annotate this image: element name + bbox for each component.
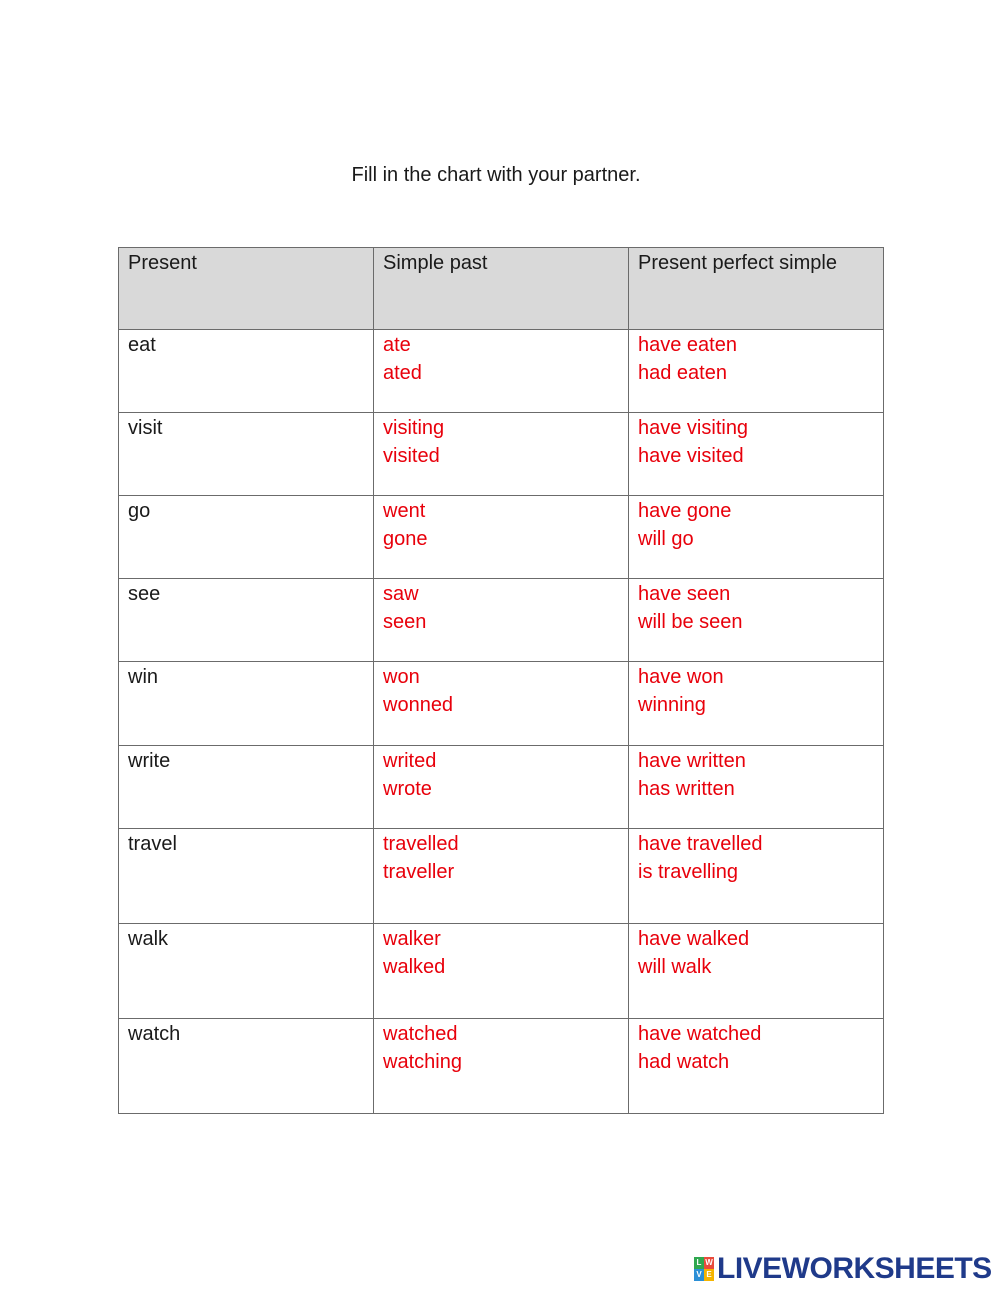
simple-past-cell (374, 330, 629, 413)
simple-past-cell (374, 662, 629, 746)
present-perfect-cell (629, 924, 884, 1019)
present-perfect-option[interactable]: will go (638, 528, 694, 550)
simple-past-cell (374, 496, 629, 579)
present-verb: go (128, 500, 151, 522)
present-perfect-option[interactable]: is travelling (638, 861, 739, 883)
present-cell (119, 924, 374, 1019)
present-cell (119, 413, 374, 496)
header-present-perfect: Present perfect simple (629, 248, 884, 330)
present-verb: walk (128, 928, 169, 950)
present-perfect-option[interactable]: will walk (638, 956, 712, 978)
present-perfect-option[interactable]: have written (638, 750, 746, 772)
present-cell (119, 829, 374, 924)
present-perfect-option[interactable]: have visited (638, 445, 744, 467)
present-cell (119, 1019, 374, 1114)
present-perfect-cell (629, 496, 884, 579)
simple-past-cell (374, 579, 629, 662)
simple-past-option[interactable]: saw (383, 583, 419, 605)
present-perfect-option[interactable]: have watched (638, 1023, 762, 1045)
simple-past-option[interactable]: gone (383, 528, 428, 550)
table-row (119, 579, 884, 662)
simple-past-option[interactable]: visited (383, 445, 440, 467)
present-cell (119, 579, 374, 662)
instruction-text: Fill in the chart with your partner. (351, 164, 641, 186)
simple-past-option[interactable]: walked (383, 956, 446, 978)
present-cell (119, 330, 374, 413)
simple-past-option[interactable]: traveller (383, 861, 455, 883)
table-row (119, 330, 884, 413)
table-row (119, 829, 884, 924)
present-perfect-cell (629, 662, 884, 746)
table-row (119, 413, 884, 496)
present-perfect-option[interactable]: had eaten (638, 362, 727, 384)
simple-past-cell (374, 413, 629, 496)
present-perfect-cell (629, 579, 884, 662)
present-perfect-cell (629, 746, 884, 829)
present-verb: visit (128, 417, 163, 439)
simple-past-option[interactable]: ated (383, 362, 422, 384)
simple-past-option[interactable]: walker (383, 928, 441, 950)
header-simple-past: Simple past (374, 248, 629, 330)
present-verb: write (128, 750, 171, 772)
present-perfect-option[interactable]: had watch (638, 1051, 730, 1073)
simple-past-option[interactable]: ate (383, 334, 411, 356)
logo-mark-cell: E (704, 1269, 714, 1281)
present-verb: eat (128, 334, 156, 356)
logo-mark-cell: W (705, 1258, 713, 1267)
present-perfect-option[interactable]: have gone (638, 500, 732, 522)
present-verb: win (128, 666, 159, 688)
table-row (119, 496, 884, 579)
present-perfect-cell (629, 1019, 884, 1114)
present-perfect-option[interactable]: will be seen (638, 611, 743, 633)
present-perfect-option[interactable]: have won (638, 666, 724, 688)
present-perfect-option[interactable]: have walked (638, 928, 750, 950)
table-row (119, 746, 884, 829)
simple-past-option[interactable]: watching (383, 1051, 462, 1073)
simple-past-option[interactable]: watched (383, 1023, 458, 1045)
present-perfect-option[interactable]: winning (638, 694, 706, 716)
present-perfect-option[interactable]: have seen (638, 583, 731, 605)
simple-past-option[interactable]: won (383, 666, 420, 688)
table-row (119, 1019, 884, 1114)
simple-past-option[interactable]: wonned (383, 694, 454, 716)
verb-chart (118, 247, 884, 1114)
table-row (119, 924, 884, 1019)
simple-past-cell (374, 746, 629, 829)
simple-past-cell (374, 924, 629, 1019)
simple-past-cell (374, 1019, 629, 1114)
present-perfect-cell (629, 829, 884, 924)
present-perfect-cell (629, 413, 884, 496)
present-verb: watch (128, 1023, 181, 1045)
simple-past-option[interactable]: wrote (383, 778, 432, 800)
present-perfect-cell (629, 330, 884, 413)
present-perfect-option[interactable]: have eaten (638, 334, 737, 356)
chart-body (119, 330, 884, 1114)
logo-mark-cell: L (694, 1257, 704, 1269)
logo-text: LIVEWORKSHEETS (717, 1252, 992, 1285)
simple-past-cell (374, 829, 629, 924)
present-cell (119, 746, 374, 829)
present-verb: travel (128, 833, 177, 855)
present-perfect-option[interactable]: have travelled (638, 833, 763, 855)
logo-mark-icon (694, 1257, 714, 1281)
header-row (119, 248, 884, 330)
logo-mark-cell: V (694, 1269, 704, 1281)
present-cell (119, 662, 374, 746)
present-verb: see (128, 583, 161, 605)
simple-past-option[interactable]: seen (383, 611, 427, 633)
liveworksheets-logo (694, 1252, 992, 1285)
present-cell (119, 496, 374, 579)
simple-past-option[interactable]: travelled (383, 833, 459, 855)
simple-past-option[interactable]: went (383, 500, 426, 522)
header-present: Present (119, 248, 374, 330)
table-row (119, 662, 884, 746)
simple-past-option[interactable]: writed (383, 750, 437, 772)
present-perfect-option[interactable]: has written (638, 778, 735, 800)
simple-past-option[interactable]: visiting (383, 417, 445, 439)
present-perfect-option[interactable]: have visiting (638, 417, 749, 439)
